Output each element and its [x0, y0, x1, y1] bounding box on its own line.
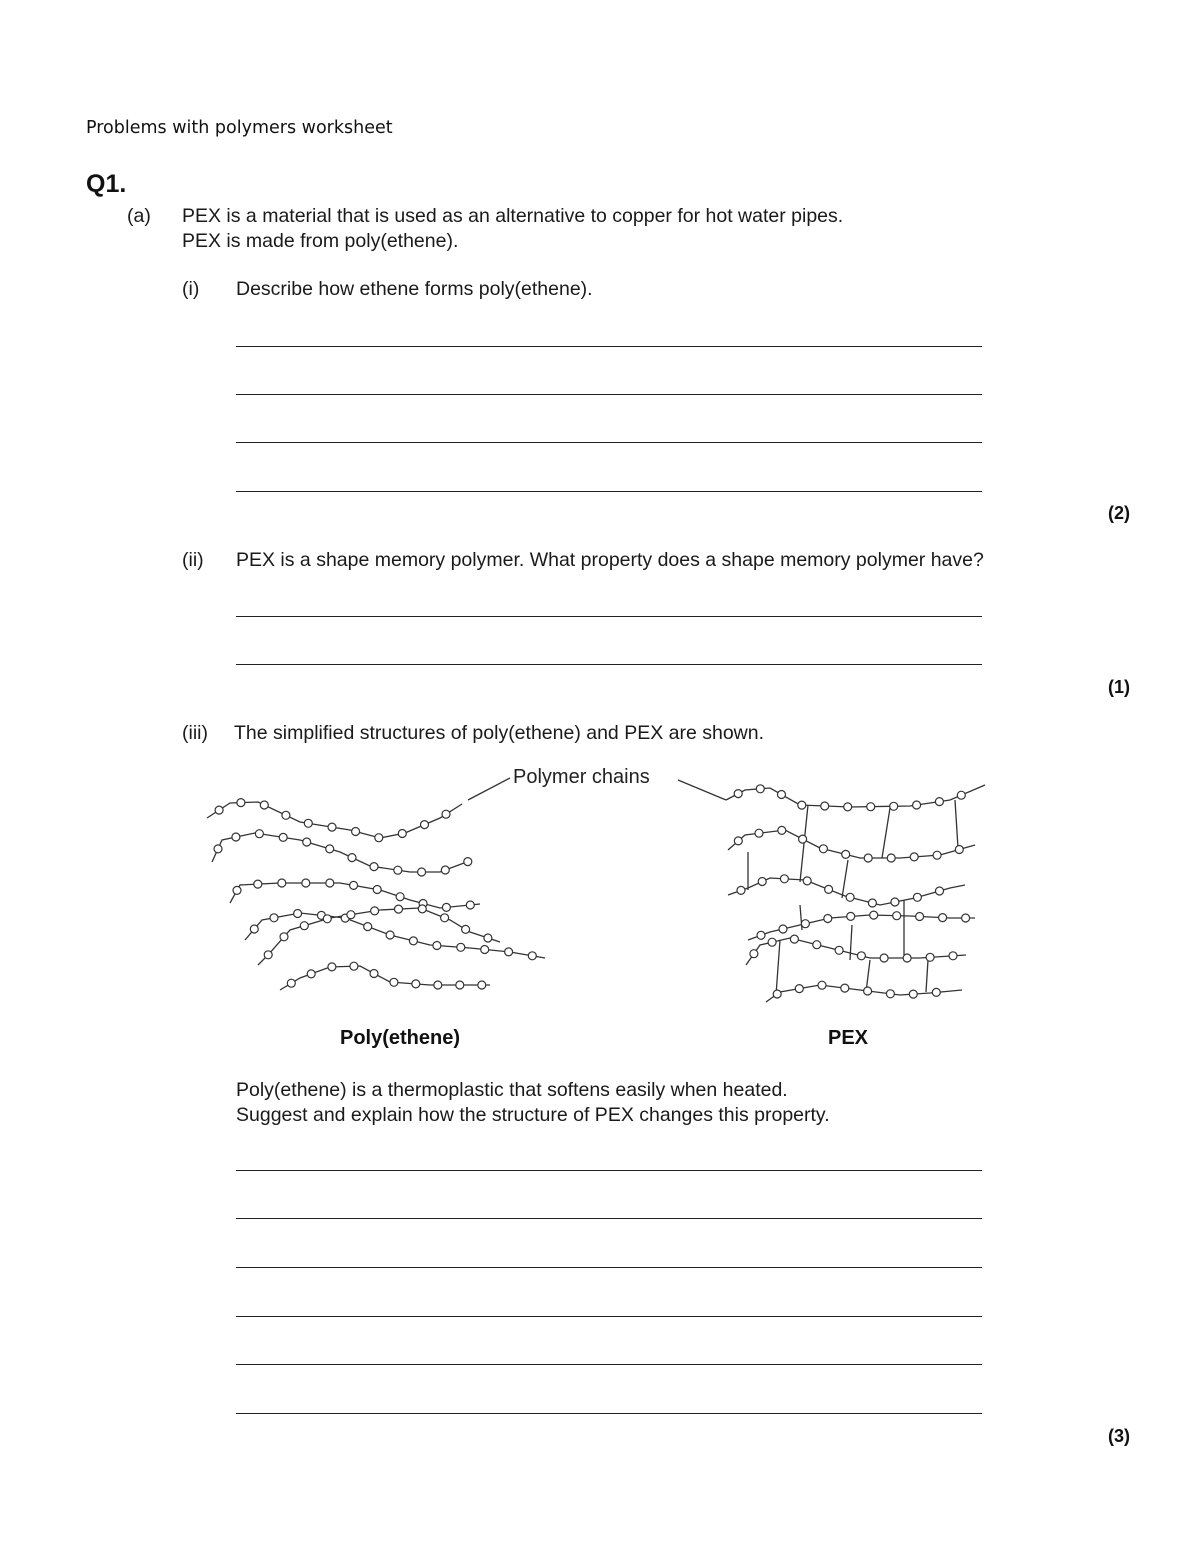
monomer-bead	[778, 826, 786, 834]
monomer-bead	[913, 893, 921, 901]
monomer-bead	[939, 914, 947, 922]
monomer-bead	[323, 915, 331, 923]
answer-line[interactable]	[236, 1218, 982, 1219]
monomer-bead	[846, 893, 854, 901]
monomer-bead	[933, 851, 941, 859]
monomer-bead	[913, 801, 921, 809]
cross-link	[850, 925, 852, 960]
monomer-bead	[462, 925, 470, 933]
monomer-bead	[300, 922, 308, 930]
polyethene-chain	[207, 802, 462, 838]
document-title: Problems with polymers worksheet	[86, 118, 393, 138]
sub-iii-follow-line2: Suggest and explain how the structure of PEX changes this property.	[236, 1104, 830, 1126]
monomer-bead	[864, 987, 872, 995]
monomer-bead	[957, 791, 965, 799]
monomer-bead	[250, 925, 258, 933]
monomer-bead	[870, 911, 878, 919]
part-a-intro-line1: PEX is a material that is used as an alternative to copper for hot water pipes.	[182, 205, 844, 227]
monomer-bead	[302, 879, 310, 887]
monomer-bead	[750, 950, 758, 958]
monomer-bead	[841, 984, 849, 992]
answer-line[interactable]	[236, 1364, 982, 1365]
monomer-bead	[464, 858, 472, 866]
monomer-bead	[303, 838, 311, 846]
cross-link	[842, 860, 848, 898]
monomer-bead	[755, 829, 763, 837]
monomer-bead	[466, 901, 474, 909]
monomer-bead	[779, 925, 787, 933]
monomer-bead	[962, 914, 970, 922]
monomer-bead	[396, 893, 404, 901]
monomer-bead	[778, 791, 786, 799]
monomer-bead	[418, 905, 426, 913]
cross-link	[800, 805, 808, 882]
monomer-bead	[457, 943, 465, 951]
monomer-bead	[768, 938, 776, 946]
callout-pointer-left	[468, 778, 510, 800]
cross-link	[776, 940, 780, 995]
monomer-bead	[478, 981, 486, 989]
monomer-bead	[734, 790, 742, 798]
monomer-bead	[737, 886, 745, 894]
monomer-bead	[214, 845, 222, 853]
monomer-bead	[821, 802, 829, 810]
polyethene-chain	[212, 833, 472, 872]
monomer-bead	[505, 948, 513, 956]
monomer-bead	[215, 806, 223, 814]
monomer-bead	[935, 798, 943, 806]
pex-caption: PEX	[827, 1027, 869, 1049]
monomer-bead	[433, 942, 441, 950]
monomer-bead	[386, 931, 394, 939]
monomer-bead	[932, 988, 940, 996]
answer-line[interactable]	[236, 1316, 982, 1317]
monomer-bead	[421, 821, 429, 829]
monomer-bead	[395, 905, 403, 913]
monomer-bead	[867, 803, 875, 811]
monomer-bead	[481, 946, 489, 954]
part-a-label: (a)	[127, 205, 151, 227]
marks-sub-iii: (3)	[1108, 1426, 1130, 1446]
callout-pointer-right	[678, 780, 726, 800]
monomer-bead	[818, 981, 826, 989]
monomer-bead	[394, 866, 402, 874]
monomer-bead	[350, 962, 358, 970]
monomer-bead	[232, 833, 240, 841]
sub-i-question: Describe how ethene forms poly(ethene).	[236, 278, 593, 300]
cross-link	[955, 800, 958, 848]
sub-iii-label: (iii)	[182, 722, 208, 744]
monomer-bead	[442, 903, 450, 911]
monomer-bead	[880, 954, 888, 962]
monomer-bead	[441, 866, 449, 874]
monomer-bead	[398, 830, 406, 838]
monomer-bead	[857, 952, 865, 960]
monomer-bead	[441, 914, 449, 922]
monomer-bead	[347, 911, 355, 919]
monomer-bead	[371, 907, 379, 915]
monomer-bead	[909, 990, 917, 998]
monomer-bead	[910, 853, 918, 861]
monomer-bead	[757, 931, 765, 939]
monomer-bead	[326, 879, 334, 887]
monomer-bead	[773, 990, 781, 998]
monomer-bead	[893, 912, 901, 920]
monomer-bead	[926, 953, 934, 961]
answer-line[interactable]	[236, 1170, 982, 1171]
sub-iii-follow-line1: Poly(ethene) is a thermoplastic that softens easily when heated.	[236, 1079, 788, 1101]
monomer-bead	[279, 833, 287, 841]
monomer-bead	[916, 913, 924, 921]
monomer-bead	[758, 878, 766, 886]
monomer-bead	[255, 830, 263, 838]
monomer-bead	[844, 803, 852, 811]
monomer-bead	[364, 923, 372, 931]
monomer-bead	[813, 941, 821, 949]
sub-iii-question: The simplified structures of poly(ethene) and PEX are shown.	[234, 722, 765, 744]
monomer-bead	[456, 981, 464, 989]
monomer-bead	[484, 934, 492, 942]
monomer-bead	[233, 886, 241, 894]
monomer-bead	[264, 951, 272, 959]
monomer-bead	[819, 845, 827, 853]
monomer-bead	[936, 887, 944, 895]
monomer-bead	[390, 978, 398, 986]
monomer-bead	[825, 885, 833, 893]
monomer-bead	[803, 877, 811, 885]
monomer-bead	[528, 952, 536, 960]
monomer-bead	[304, 819, 312, 827]
monomer-bead	[409, 937, 417, 945]
monomer-bead	[864, 854, 872, 862]
monomer-bead	[375, 834, 383, 842]
sub-ii-label: (ii)	[182, 549, 204, 571]
part-a-intro-line2: PEX is made from poly(ethene).	[182, 230, 459, 252]
monomer-bead	[801, 920, 809, 928]
monomer-bead	[328, 823, 336, 831]
monomer-bead	[260, 801, 268, 809]
answer-line[interactable]	[236, 1267, 982, 1268]
monomer-bead	[886, 990, 894, 998]
sub-ii-question: PEX is a shape memory polymer. What property does a shape memory polymer have?	[236, 549, 984, 571]
polyethene-chain	[245, 913, 545, 958]
monomer-bead	[847, 912, 855, 920]
monomer-bead	[270, 914, 278, 922]
monomer-bead	[370, 970, 378, 978]
monomer-bead	[780, 875, 788, 883]
monomer-bead	[868, 899, 876, 907]
monomer-bead	[842, 850, 850, 858]
monomer-bead	[890, 802, 898, 810]
monomer-bead	[887, 854, 895, 862]
cross-link	[882, 808, 890, 858]
cross-link	[926, 960, 928, 992]
monomer-bead	[434, 981, 442, 989]
monomer-bead	[756, 785, 764, 793]
question-number: Q1.	[86, 170, 127, 198]
monomer-bead	[307, 970, 315, 978]
monomer-bead	[352, 828, 360, 836]
monomer-bead	[734, 837, 742, 845]
monomer-bead	[949, 952, 957, 960]
polymer-chains-callout: Polymer chains	[513, 766, 650, 788]
monomer-bead	[282, 811, 290, 819]
monomer-bead	[798, 801, 806, 809]
monomer-bead	[254, 880, 262, 888]
monomer-bead	[903, 954, 911, 962]
monomer-bead	[891, 898, 899, 906]
monomer-bead	[955, 846, 963, 854]
monomer-bead	[328, 963, 336, 971]
monomer-bead	[370, 863, 378, 871]
monomer-bead	[799, 835, 807, 843]
sub-i-label: (i)	[182, 278, 200, 300]
monomer-bead	[287, 979, 295, 987]
poly-ethene-caption: Poly(ethene)	[339, 1027, 461, 1049]
monomer-bead	[237, 799, 245, 807]
marks-sub-i: (2)	[1108, 503, 1130, 523]
marks-sub-ii: (1)	[1108, 677, 1130, 697]
monomer-bead	[278, 879, 286, 887]
monomer-bead	[418, 868, 426, 876]
answer-line[interactable]	[236, 1413, 982, 1414]
monomer-bead	[373, 886, 381, 894]
monomer-bead	[350, 881, 358, 889]
monomer-bead	[412, 980, 420, 988]
monomer-bead	[790, 935, 798, 943]
monomer-bead	[795, 985, 803, 993]
monomer-bead	[326, 845, 334, 853]
monomer-bead	[442, 810, 450, 818]
monomer-bead	[348, 854, 356, 862]
monomer-bead	[835, 946, 843, 954]
monomer-bead	[294, 910, 302, 918]
monomer-bead	[280, 933, 288, 941]
monomer-bead	[824, 915, 832, 923]
